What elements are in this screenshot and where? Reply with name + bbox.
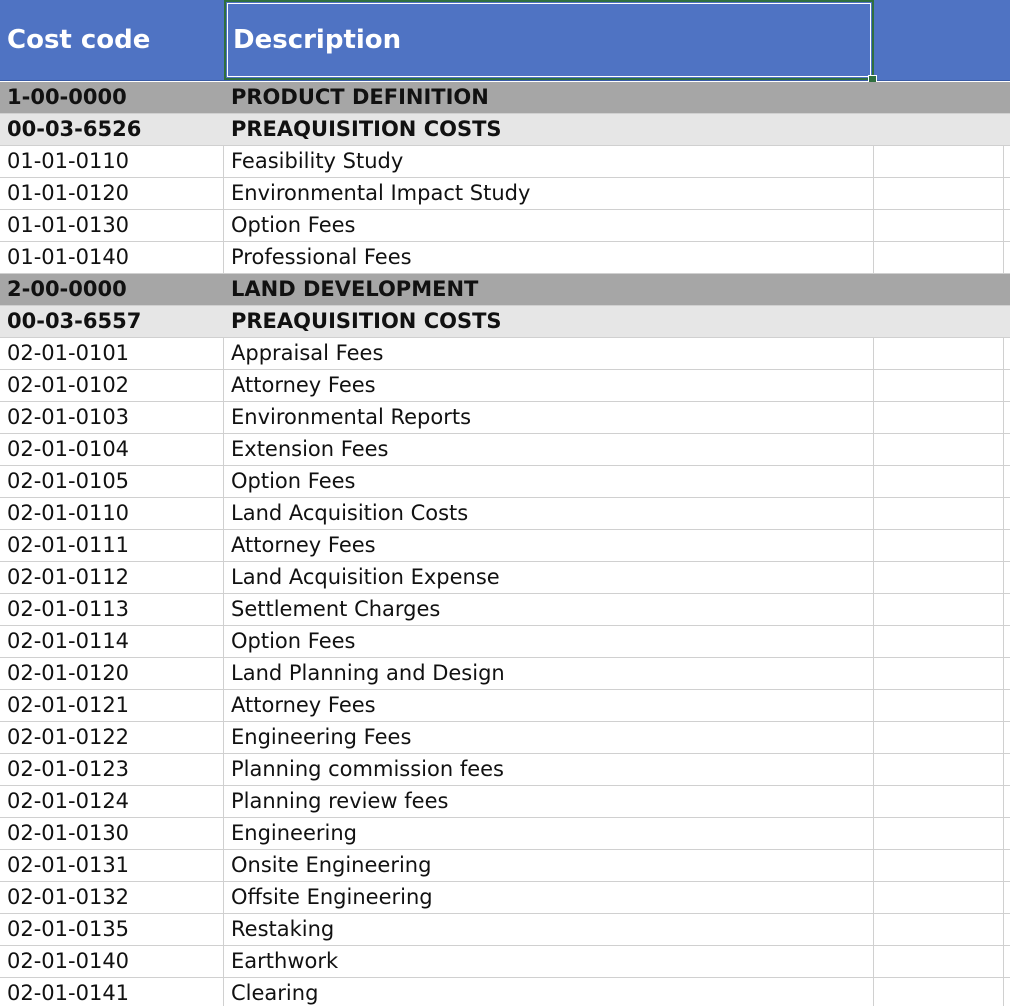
table-row [0,850,1010,882]
cost-code-cell[interactable]: 00-03-6557 [7,309,142,333]
empty-cell[interactable] [1004,466,1010,497]
empty-cell[interactable] [874,882,1004,913]
description-cell[interactable]: Environmental Reports [224,402,874,433]
empty-cell[interactable] [1004,434,1010,465]
cost-code-cell[interactable]: 01-01-0140 [0,242,224,273]
table-row [0,978,1010,1006]
cost-code-cell[interactable]: 02-01-0102 [0,370,224,401]
empty-cell[interactable] [1004,146,1010,177]
empty-cell[interactable] [874,274,1004,305]
table-row [0,626,1010,658]
empty-cell[interactable] [874,722,1004,753]
table-body [0,82,1010,1006]
description-cell[interactable]: Appraisal Fees [224,338,874,369]
description-cell[interactable]: Earthwork [224,946,874,977]
description-cell[interactable]: Option Fees [224,210,874,241]
table-row [0,338,1010,370]
description-cell[interactable]: Planning commission fees [224,754,874,785]
cost-code-cell[interactable]: 02-01-0120 [0,658,224,689]
description-cell[interactable]: Offsite Engineering [224,882,874,913]
empty-cell[interactable] [1004,786,1010,817]
empty-cell[interactable] [874,306,1004,337]
cost-code-cell[interactable]: 01-01-0110 [0,146,224,177]
empty-cell[interactable] [1004,946,1010,977]
empty-cell[interactable] [874,562,1004,593]
empty-cell[interactable] [1004,882,1010,913]
table-row [0,242,1010,274]
description-cell[interactable]: Option Fees [224,466,874,497]
cost-code-cell[interactable]: 02-01-0140 [0,946,224,977]
description-cell[interactable]: Environmental Impact Study [224,178,874,209]
cost-code-cell[interactable]: 02-01-0130 [0,818,224,849]
cost-code-cell[interactable]: 02-01-0101 [0,338,224,369]
description-cell[interactable]: PREAQUISITION COSTS [231,309,502,333]
empty-cell[interactable] [874,978,1004,1006]
cost-code-cell[interactable]: 02-01-0141 [0,978,224,1006]
empty-cell[interactable] [874,530,1004,561]
cost-code-cell[interactable]: 02-01-0104 [0,434,224,465]
empty-cell[interactable] [1004,978,1010,1006]
empty-cell[interactable] [874,786,1004,817]
empty-cell[interactable] [874,914,1004,945]
description-cell[interactable]: Option Fees [224,626,874,657]
table-row [0,690,1010,722]
empty-cell[interactable] [1004,274,1010,305]
empty-cell[interactable] [874,402,1004,433]
cost-code-cell[interactable]: 02-01-0112 [0,562,224,593]
table-row [0,818,1010,850]
empty-cell[interactable] [1004,82,1010,113]
empty-cell[interactable] [874,754,1004,785]
table-row [0,658,1010,690]
table-row [0,754,1010,786]
description-cell[interactable]: Engineering Fees [224,722,874,753]
cost-code-cell[interactable]: 02-01-0110 [0,498,224,529]
cost-code-cell[interactable]: 2-00-0000 [7,277,127,301]
empty-cell[interactable] [874,690,1004,721]
cost-code-cell[interactable]: 00-03-6526 [7,117,142,141]
empty-cell[interactable] [1004,402,1010,433]
description-cell[interactable]: Engineering [224,818,874,849]
table-row [0,562,1010,594]
cost-code-cell[interactable]: 02-01-0123 [0,754,224,785]
section-row [0,82,1010,114]
empty-cell[interactable] [874,146,1004,177]
empty-cell[interactable] [874,946,1004,977]
cost-code-cell[interactable]: 02-01-0105 [0,466,224,497]
table-row [0,594,1010,626]
empty-cell[interactable] [874,850,1004,881]
table-row [0,946,1010,978]
subsection-row [0,114,1010,146]
description-cell[interactable]: Extension Fees [224,434,874,465]
description-cell[interactable]: PRODUCT DEFINITION [231,85,489,109]
description-cell[interactable]: Attorney Fees [224,690,874,721]
empty-cell[interactable] [1004,306,1010,337]
subsection-row [0,306,1010,338]
description-cell[interactable]: Professional Fees [224,242,874,273]
description-cell[interactable]: PREAQUISITION COSTS [231,117,502,141]
empty-cell[interactable] [1004,114,1010,145]
empty-cell[interactable] [1004,210,1010,241]
description-cell[interactable]: Feasibility Study [224,146,874,177]
empty-cell[interactable] [874,626,1004,657]
empty-cell[interactable] [1004,338,1010,369]
cost-code-cell[interactable]: 02-01-0135 [0,914,224,945]
table-row [0,786,1010,818]
empty-cell[interactable] [1004,754,1010,785]
description-cell[interactable]: Settlement Charges [224,594,874,625]
section-row [0,274,1010,306]
description-cell[interactable]: Planning review fees [224,786,874,817]
description-cell[interactable]: Onsite Engineering [224,850,874,881]
cost-code-cell[interactable]: 1-00-0000 [7,85,127,109]
empty-cell[interactable] [874,818,1004,849]
empty-cell[interactable] [1004,690,1010,721]
cost-code-cell[interactable]: 02-01-0124 [0,786,224,817]
table-row [0,434,1010,466]
description-cell[interactable]: LAND DEVELOPMENT [231,277,479,301]
description-cell[interactable]: Restaking [224,914,874,945]
cost-code-cell[interactable]: 02-01-0114 [0,626,224,657]
table-row [0,402,1010,434]
cost-code-cell[interactable]: 01-01-0120 [0,178,224,209]
header-cell-empty[interactable] [874,0,1010,80]
table-row [0,466,1010,498]
table-row [0,914,1010,946]
empty-cell[interactable] [874,178,1004,209]
table-row [0,882,1010,914]
empty-cell[interactable] [874,338,1004,369]
empty-cell[interactable] [874,210,1004,241]
cost-code-cell[interactable]: 02-01-0113 [0,594,224,625]
empty-cell[interactable] [874,594,1004,625]
empty-cell[interactable] [874,658,1004,689]
empty-cell[interactable] [874,114,1004,145]
empty-cell[interactable] [1004,498,1010,529]
header-cell-cost-code[interactable]: Cost code [7,25,151,55]
empty-cell[interactable] [1004,818,1010,849]
cost-code-cell[interactable]: 02-01-0122 [0,722,224,753]
empty-cell[interactable] [874,466,1004,497]
description-cell[interactable]: Attorney Fees [224,530,874,561]
table-row [0,722,1010,754]
empty-cell[interactable] [874,370,1004,401]
empty-cell[interactable] [1004,722,1010,753]
empty-cell[interactable] [874,82,1004,113]
empty-cell[interactable] [1004,370,1010,401]
cost-code-cell[interactable]: 02-01-0132 [0,882,224,913]
empty-cell[interactable] [1004,178,1010,209]
empty-cell[interactable] [1004,626,1010,657]
table-row [0,370,1010,402]
table-row [0,530,1010,562]
description-cell[interactable]: Land Acquisition Expense [224,562,874,593]
cost-code-cell[interactable]: 01-01-0130 [0,210,224,241]
empty-cell[interactable] [1004,530,1010,561]
empty-cell[interactable] [1004,850,1010,881]
empty-cell[interactable] [874,434,1004,465]
description-cell[interactable]: Land Planning and Design [224,658,874,689]
table-row [0,146,1010,178]
empty-cell[interactable] [1004,562,1010,593]
header-cell-description-selected[interactable]: Description [224,0,874,80]
table-row [0,498,1010,530]
description-cell[interactable]: Land Acquisition Costs [224,498,874,529]
empty-cell[interactable] [1004,594,1010,625]
table-row [0,178,1010,210]
empty-cell[interactable] [1004,658,1010,689]
empty-cell[interactable] [874,498,1004,529]
empty-cell[interactable] [1004,914,1010,945]
cost-code-cell[interactable]: 02-01-0121 [0,690,224,721]
empty-cell[interactable] [1004,242,1010,273]
empty-cell[interactable] [874,242,1004,273]
cost-code-cell[interactable]: 02-01-0103 [0,402,224,433]
table-row [0,210,1010,242]
cost-code-cell[interactable]: 02-01-0111 [0,530,224,561]
description-cell[interactable]: Clearing [224,978,874,1006]
header-row [0,0,1010,81]
description-cell[interactable]: Attorney Fees [224,370,874,401]
cost-code-cell[interactable]: 02-01-0131 [0,850,224,881]
